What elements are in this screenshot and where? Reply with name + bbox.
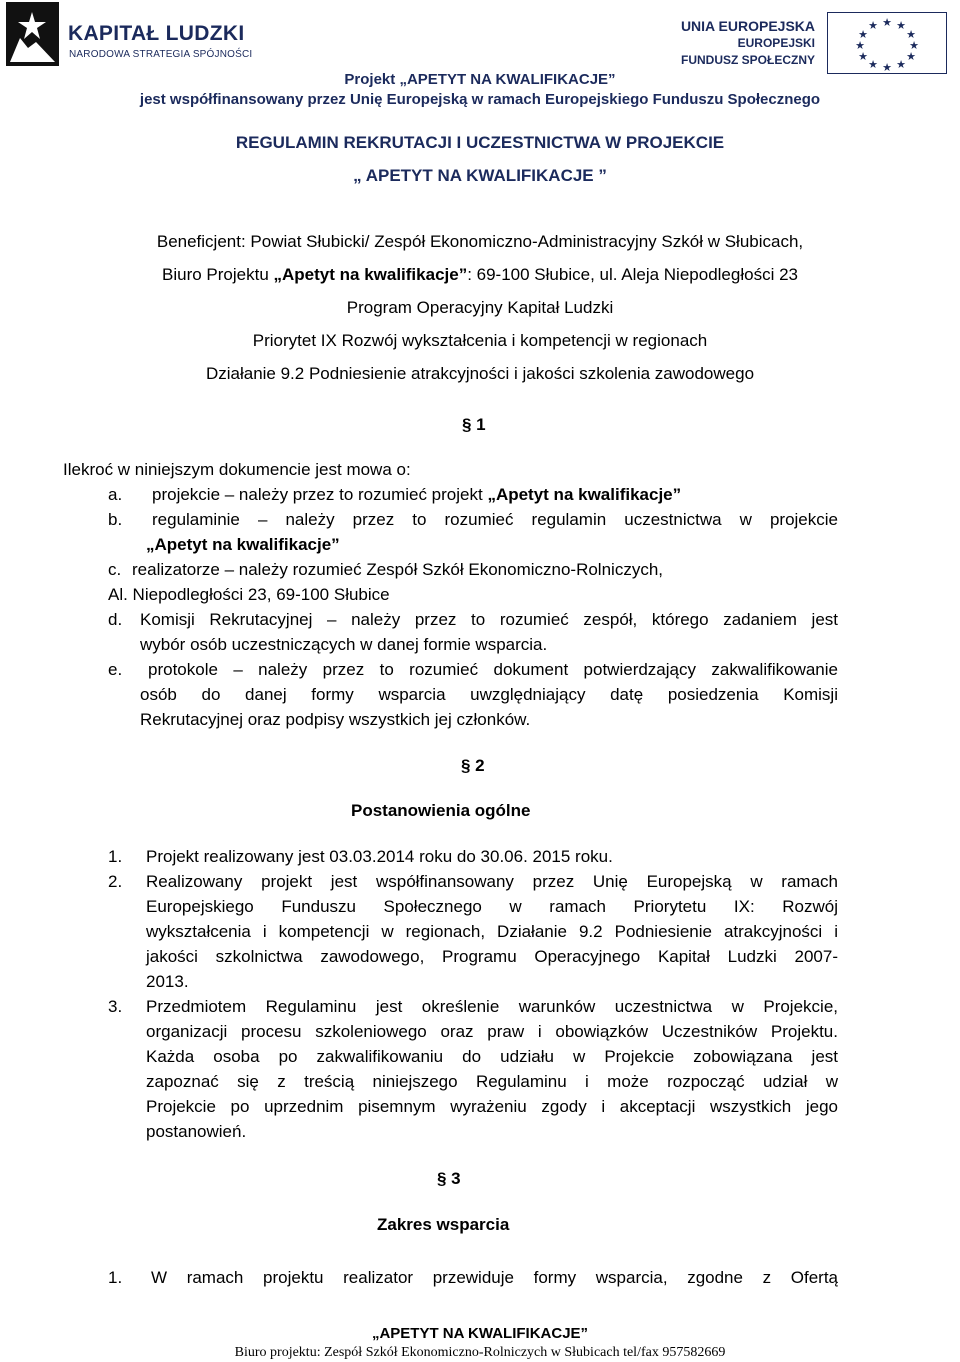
list-item-line: Europejskiego Funduszu Społecznego w ramach Priorytetu IX: Rozwój bbox=[146, 897, 838, 916]
kapital-ludzki-subtitle: NARODOWA STRATEGIA SPÓJNOŚCI bbox=[69, 49, 253, 60]
svg-text:★: ★ bbox=[868, 58, 878, 71]
list-item-number: 3. bbox=[108, 997, 123, 1016]
definition-e-text2: osób do danej formy wsparcia uwzględniający datę posiedzenia Komisji bbox=[140, 685, 838, 704]
definition-letter: b. bbox=[108, 510, 123, 529]
svg-text:★: ★ bbox=[882, 16, 892, 29]
svg-text:★: ★ bbox=[868, 19, 878, 32]
list-item-line: zapoznać się z treścią niniejszego Regulaminu i może rozpocząć udział w bbox=[146, 1072, 838, 1091]
list-item-number: 1. bbox=[108, 847, 123, 866]
list-item-line: Projekcie po uprzednim pisemnym wyrażeniu zgody i akceptacji wszystkich jego bbox=[146, 1097, 838, 1116]
list-item-number: 2. bbox=[108, 872, 123, 891]
definition-a-text: projekcie – należy przez to rozumieć projekt bbox=[152, 485, 488, 504]
eu-logo-text bbox=[681, 18, 815, 69]
definition-e-text: protokole – należy przez to rozumieć dokument potwierdzający zakwalifikowanie bbox=[148, 660, 838, 679]
definition-d-text: Komisji Rekrutacyjnej – należy przez to rozumieć zespół, którego zadaniem jest bbox=[140, 610, 838, 629]
svg-text:★: ★ bbox=[909, 39, 919, 52]
section-3-title: Zakres wsparcia bbox=[377, 1215, 510, 1234]
definition-letter: e. bbox=[108, 660, 123, 679]
measure-line: Działanie 9.2 Podniesienie atrakcyjności i jakości szkolenia zawodowego bbox=[205, 364, 755, 383]
project-office-name: „Apetyt na kwalifikacje” bbox=[273, 265, 468, 284]
eu-logo-line2: EUROPEJSKI bbox=[737, 36, 815, 50]
section-1-heading: § 1 bbox=[462, 415, 486, 434]
definition-b-text: regulaminie – należy przez to rozumieć regulamin uczestnictwa w projekcie bbox=[152, 510, 838, 529]
svg-text:★: ★ bbox=[882, 61, 892, 74]
section-2-title: Postanowienia ogólne bbox=[351, 801, 531, 820]
definition-letter: c. bbox=[108, 560, 122, 579]
kapital-ludzki-title: KAPITAŁ LUDZKI bbox=[68, 22, 245, 45]
definition-e-text3: Rekrutacyjnej oraz podpisy wszystkich jej członków. bbox=[140, 710, 531, 729]
list-item-line: 2013. bbox=[146, 972, 189, 991]
beneficiary-line: Beneficjent: Powiat Słubicki/ Zespół Ekonomiczno-Administracyjny Szkół w Słubicach, bbox=[156, 232, 804, 251]
eu-logo-line1: UNIA EUROPEJSKA bbox=[680, 18, 815, 34]
kapital-ludzki-logo bbox=[6, 2, 261, 68]
project-subtitle: jest współfinansowany przez Unię Europejską w ramach Europejskiego Funduszu Społecznego bbox=[139, 91, 821, 108]
project-office-line bbox=[0, 265, 960, 285]
footer-address: Biuro projektu: Zespół Szkół Ekonomiczno-Rolniczych w Słubicach tel/fax 957582669 bbox=[234, 1345, 726, 1360]
eu-logo bbox=[665, 12, 950, 72]
definition-b-bold: „Apetyt na kwalifikacje” bbox=[146, 535, 340, 554]
list-item-line: organizacji procesu szkoleniowego oraz praw i obowiązków Uczestników Projektu. bbox=[146, 1022, 838, 1041]
definition-c-text2: Al. Niepodległości 23, 69-100 Słubice bbox=[108, 585, 390, 604]
project-title: Projekt „APETYT NA KWALIFIKACJE” bbox=[344, 71, 616, 88]
eu-logo-line3: FUNDUSZ SPOŁECZNY bbox=[680, 53, 815, 67]
regulation-title: REGULAMIN REKRUTACJI I UCZESTNICTWA W PROJEKCIE bbox=[235, 133, 725, 152]
svg-text:★: ★ bbox=[896, 58, 906, 71]
definition-c-text: realizatorze – należy rozumieć Zespół Szkół Ekonomiczno-Rolniczych, bbox=[132, 560, 663, 579]
section-3-heading: § 3 bbox=[437, 1169, 461, 1188]
list-item-line: postanowień. bbox=[146, 1122, 247, 1141]
svg-text:★: ★ bbox=[906, 50, 916, 63]
svg-text:★: ★ bbox=[896, 19, 906, 32]
section-2-heading: § 2 bbox=[461, 756, 485, 775]
definition-d-text2: wybór osób uczestniczących w danej formie wsparcia. bbox=[140, 635, 548, 654]
list-item-line: W ramach projektu realizator przewiduje formy wsparcia, zgodne z Ofertą bbox=[151, 1268, 838, 1287]
list-item-line: Każda osoba po zakwalifikowaniu do udziału w Projekcie zobowiązana jest bbox=[146, 1047, 838, 1066]
definition-text bbox=[152, 483, 681, 508]
program-line: Program Operacyjny Kapitał Ludzki bbox=[346, 298, 614, 317]
definition-a-bold: „Apetyt na kwalifikacje” bbox=[487, 485, 682, 504]
definition-letter: a. bbox=[108, 485, 123, 504]
priority-line: Priorytet IX Rozwój wykształcenia i kompetencji w regionach bbox=[252, 331, 708, 350]
list-item-line: jakości szkolnictwa zawodowego, Programu Operacyjnego Kapitał Ludzki 2007- bbox=[146, 947, 838, 966]
eu-flag-icon bbox=[827, 12, 947, 74]
footer-project-title: „APETYT NA KWALIFIKACJE” bbox=[371, 1325, 589, 1342]
project-office-prefix: Biuro Projektu bbox=[162, 265, 274, 284]
list-item-number: 1. bbox=[108, 1268, 123, 1287]
definitions-lead: Ilekroć w niniejszym dokumencie jest mowa o: bbox=[63, 460, 411, 479]
kapital-ludzki-mark-icon bbox=[6, 2, 59, 66]
list-item-line: Projekt realizowany jest 03.03.2014 roku do 30.06. 2015 roku. bbox=[146, 847, 613, 866]
svg-text:★: ★ bbox=[906, 28, 916, 41]
list-item-line: Przedmiotem Regulaminu jest określenie warunków uczestnictwa w Projekcie, bbox=[146, 997, 838, 1016]
svg-text:★: ★ bbox=[858, 28, 868, 41]
regulation-project-name: „ APETYT NA KWALIFIKACJE ” bbox=[353, 166, 607, 185]
list-item-line: wykształcenia i kompetencji w regionach, Działanie 9.2 Podniesienie atrakcyjności i bbox=[146, 922, 838, 941]
svg-text:★: ★ bbox=[858, 50, 868, 63]
definition-letter: d. bbox=[108, 610, 123, 629]
svg-text:★: ★ bbox=[855, 39, 865, 52]
project-office-address: : 69-100 Słubice, ul. Aleja Niepodległości 23 bbox=[467, 265, 798, 284]
list-item-line: Realizowany projekt jest współfinansowany przez Unię Europejską w ramach bbox=[146, 872, 838, 891]
